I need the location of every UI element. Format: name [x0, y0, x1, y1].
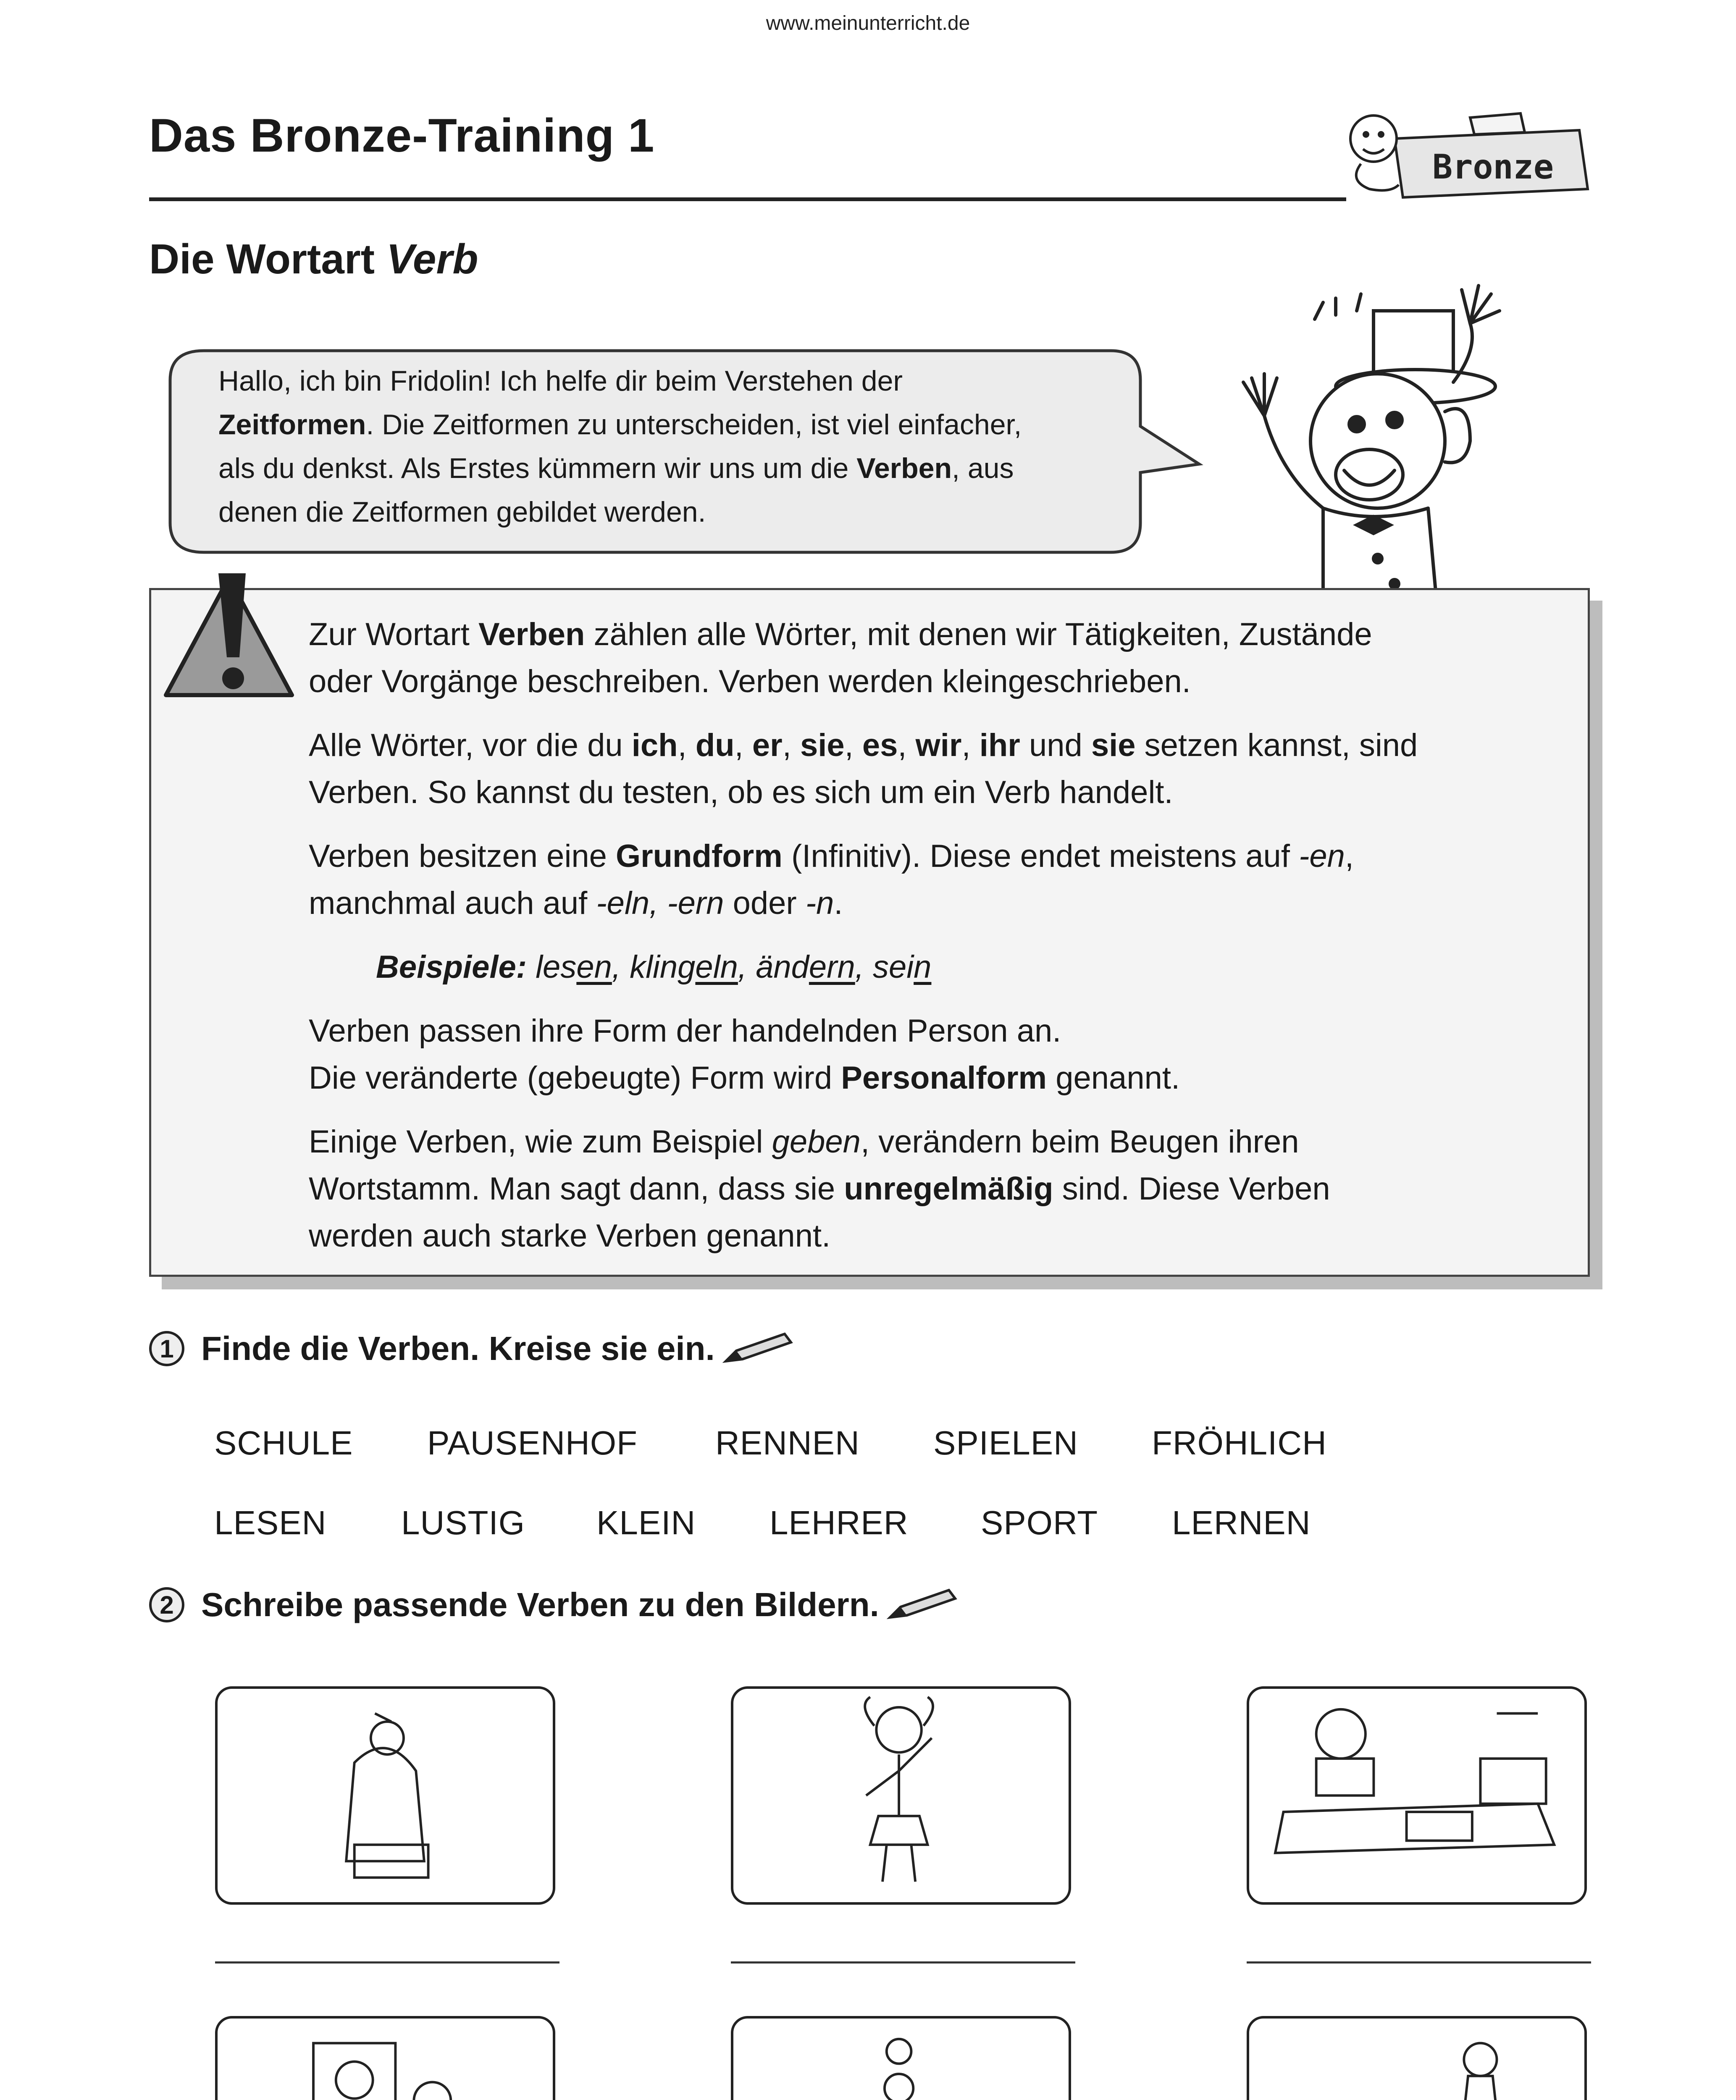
examples-line: Beispiele: lesen, klingeln, ändern, sein	[376, 949, 932, 985]
word-choice[interactable]: LERNEN	[1172, 1504, 1311, 1541]
task-number-badge: 1	[149, 1331, 184, 1366]
word-choice[interactable]: FRÖHLICH	[1152, 1424, 1327, 1462]
page-title: Das Bronze-Training 1	[149, 109, 655, 162]
word-choice[interactable]: SPORT	[981, 1504, 1098, 1541]
source-url: www.meinunterricht.de	[766, 12, 970, 34]
task-number-badge: 2	[149, 1587, 184, 1622]
answer-line[interactable]	[215, 1961, 559, 1964]
task-1-heading: 1 Finde die Verben. Kreise sie ein.	[149, 1329, 793, 1368]
word-choice[interactable]: PAUSENHOF	[427, 1424, 638, 1462]
info-paragraph: Zur Wortart Verben zählen alle Wörter, mit denen wir Tätigkeiten, Zustände oder Vorgänge beschreiben. Verben werden kleingeschrieben.	[309, 617, 1372, 699]
pencil-icon	[722, 1332, 793, 1365]
word-choice[interactable]: KLEIN	[596, 1504, 696, 1541]
word-choice[interactable]: SPIELEN	[933, 1424, 1078, 1462]
picture-playing-children	[731, 2016, 1071, 2100]
speech-text: Hallo, ich bin Fridolin! Ich helfe dir beim Verstehen der Zeitformen. Die Zeitformen zu unterscheiden, ist viel einfacher, als du denkst. Als Erstes kümmern wir uns um die Verben, aus denen die Zeitformen gebildet werden.	[218, 365, 1022, 528]
picture-learning-child	[1247, 1686, 1587, 1905]
info-paragraph: Einige Verben, wie zum Beispiel geben, verändern beim Beugen ihren Wortstamm. Man sagt dann, dass sie unregelmäßig sind. Diese Verben werden auch starke Verben genannt.	[309, 1124, 1330, 1254]
info-paragraph: Alle Wörter, vor die du ich, du, er, sie, es, wir, ihr und sie setzen kannst, sind Verben. So kannst du testen, ob es sich um ein Verb handelt.	[309, 727, 1418, 810]
task-2-heading: 2 Schreibe passende Verben zu den Bildern.	[149, 1586, 957, 1624]
bronze-logo	[1344, 80, 1596, 206]
info-text	[309, 611, 1548, 1276]
word-choice[interactable]: SCHULE	[214, 1424, 353, 1462]
answer-line[interactable]	[1247, 1961, 1591, 1964]
info-paragraph: Verben besitzen eine Grundform (Infinitiv). Diese endet meistens auf -en, manchmal auch auf -eln, -ern oder -n.	[309, 838, 1354, 921]
word-choice[interactable]: LUSTIG	[401, 1504, 525, 1541]
warning-icon	[160, 569, 298, 708]
picture-reading-child	[215, 1686, 555, 1905]
header-rule	[149, 197, 1346, 201]
picture-seesaw-children	[1247, 2016, 1587, 2100]
picture-painting-child	[215, 2016, 555, 2100]
picture-thinking-girl	[731, 1686, 1071, 1905]
answer-line[interactable]	[731, 1961, 1075, 1964]
section-title: Die Wortart Verb	[149, 236, 478, 283]
monkey-fridolin-illustration	[1218, 273, 1617, 601]
info-paragraph: Verben passen ihre Form der handelnden Person an. Die veränderte (gebeugte) Form wird Personalform genannt.	[309, 1013, 1180, 1096]
bronze-badge-label: Bronze	[1432, 147, 1554, 186]
word-choice[interactable]: LEHRER	[770, 1504, 909, 1541]
word-choice[interactable]: LESEN	[214, 1504, 327, 1541]
pencil-icon	[886, 1588, 957, 1622]
word-choice[interactable]: RENNEN	[715, 1424, 860, 1462]
